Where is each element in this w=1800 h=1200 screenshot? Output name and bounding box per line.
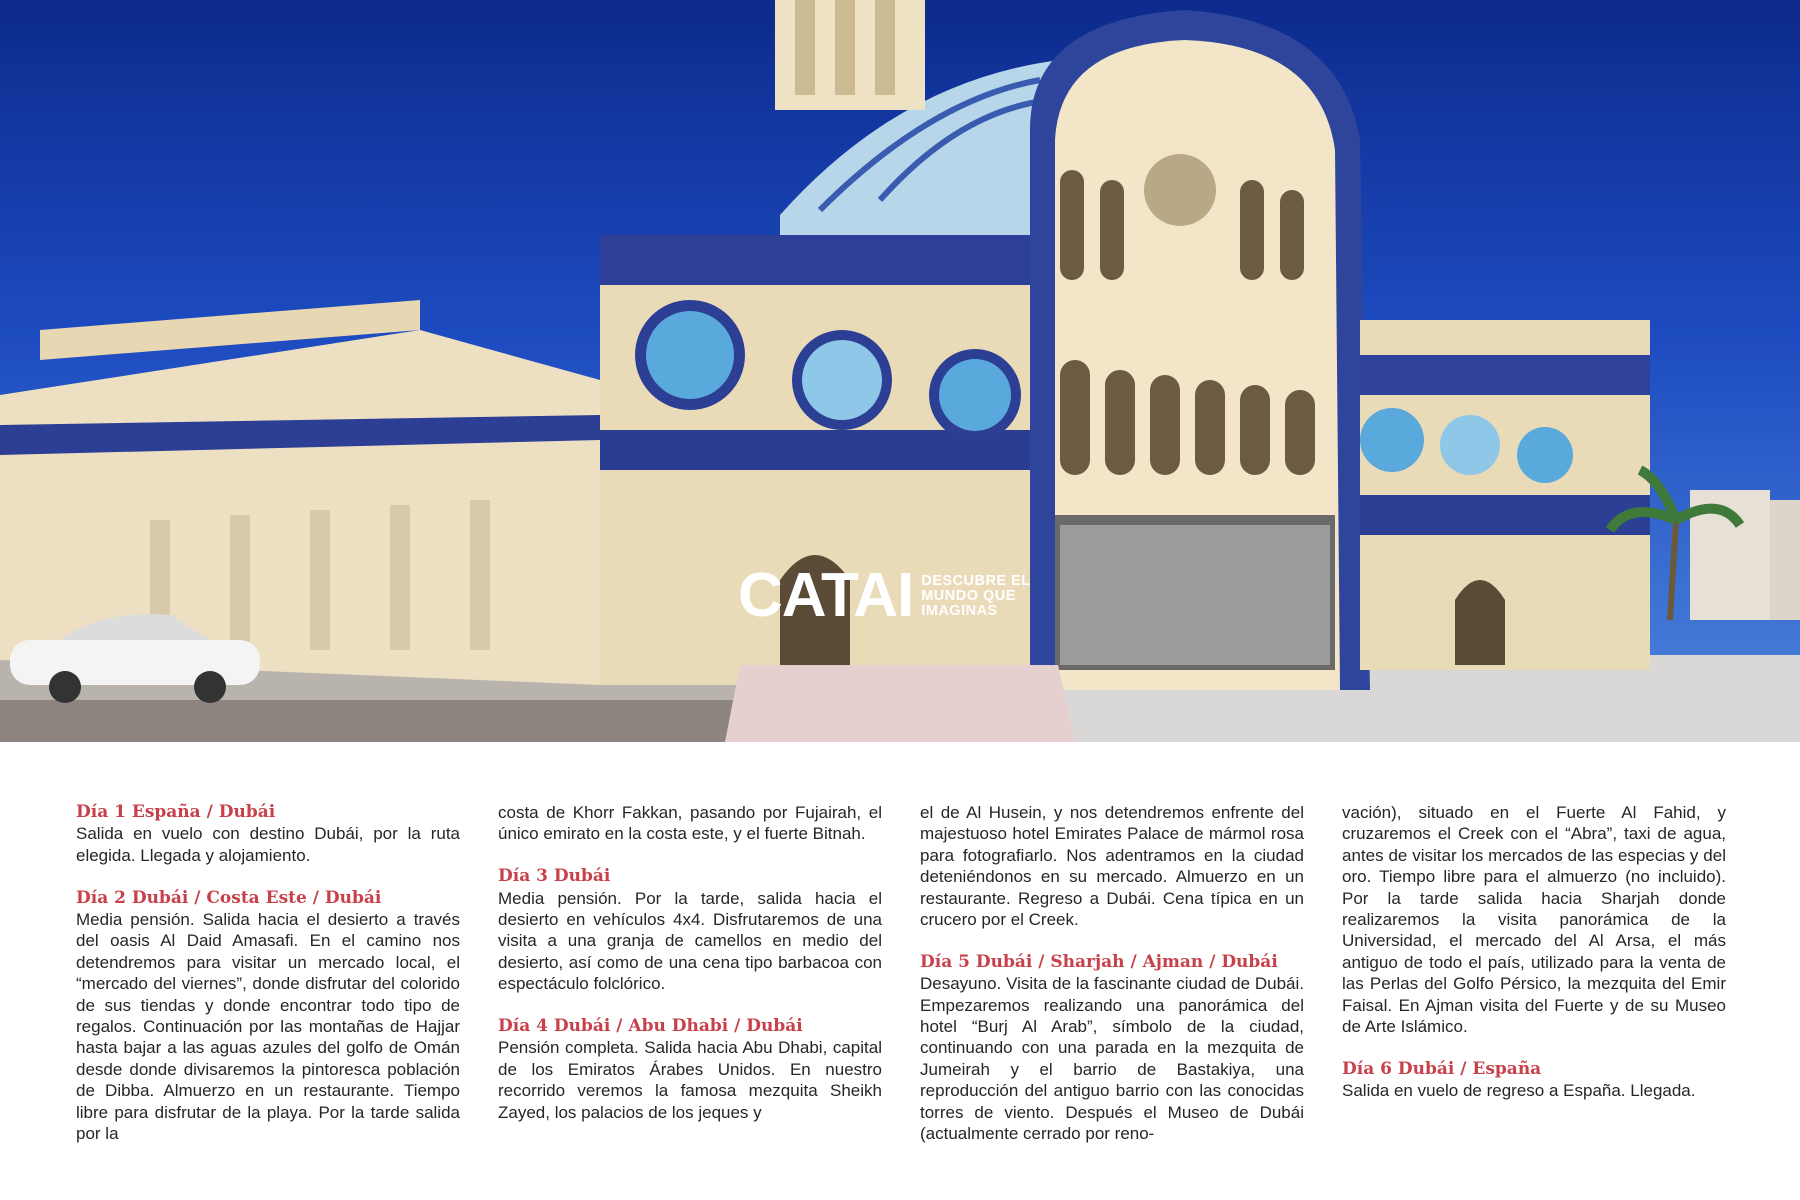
day-title: Día 5 Dubái / Sharjah / Ajman / Dubái (920, 951, 1278, 972)
day-title: Día 1 España / Dubái (76, 802, 276, 822)
day-description-continued: el de Al Husein, y nos detendremos enfrente del majestuoso hotel Emirates Palace de mármol rosa para fotografiarlo. Nos adentramos en la ciudad deteniéndonos en su mercado. Almuerzo en un restaurante. Regreso a Dubái. Cena típica en un crucero por el Creek. (920, 803, 1304, 930)
day-title: Día 6 Dubái / España (1342, 1058, 1542, 1079)
day-description: Media pensión. Salida hacia el desierto a través del oasis Al Daid Amasafi. En el camino nos detendremos para visitar un mercado local, el “mercado del viernes”, donde disfrutar del colorido de sus tiendas y donde encontrar todo tipo de regalos. Continuación por las montañas de Hajjar hasta bajar a las aguas azules del golfo de Omán desde donde divisaremos la pintoresca población de Dibba. Almuerzo en un restaurante. Tiempo libre para disfrutar de la playa. Por la tarde salida por la (76, 910, 460, 1144)
brand-tagline (921, 574, 1030, 619)
itinerary-column-4 (1342, 802, 1726, 1102)
itinerary (0, 742, 1800, 1200)
day-description-continued: vación), situado en el Fuerte Al Fahid, y cruzaremos el Creek con el “Abra”, taxi de agua, antes de visitar los mercados de las especias y del oro. Tiempo libre para el almuerzo (no incluido). Por la tarde salida hacia Sharjah donde realizaremos la visita panorámica de la Universidad, el mercado del Al Arsa, el más antiguo de todo el país, utilizado para la venta de las Perlas del Golfo Pérsico, la mezquita del Emir Faisal. En Ajman visita del Fuerte y de su Museo de Arte Islámico. (1342, 803, 1726, 1037)
day-description-continued: costa de Khorr Fakkan, pasando por Fujairah, el único emirato en la costa este, y el fuerte Bitnah. (498, 803, 882, 844)
day-description: Desayuno. Visita de la fascinante ciudad de Dubái. Empezaremos realizando una panorámica del hotel “Burj Al Arab”, símbolo de la ciudad, continuando con una parada en la mezquita de Jumeirah y el barrio de Bastakiya, una reproducción del antiguo barrio con las conocidas torres de viento. Después el Museo de Dubái (actualmente cerrado por reno- (920, 974, 1304, 1144)
itinerary-column-3 (920, 802, 1304, 1144)
brand-tagline-line: DESCUBRE EL (921, 572, 1031, 589)
pink-tab (725, 665, 1075, 742)
day-title: Día 4 Dubái / Abu Dhabi / Dubái (498, 1016, 803, 1037)
brand-tagline-line: MUNDO QUE (921, 587, 1016, 604)
brand-logo (738, 561, 1031, 630)
itinerary-column-1 (76, 802, 460, 1144)
day-description: Pensión completa. Salida hacia Abu Dhabi, capital de los Emiratos Árabes Unidos. En nuestro recorrido veremos la famosa mezquita Sheikh Zayed, los palacios de los jeques y (498, 1038, 882, 1122)
day-description: Media pensión. Por la tarde, salida hacia el desierto en vehículos 4x4. Disfrutaremos de una visita a una granja de camellos en medio del desierto, así como de una cena tipo barbacoa con espectáculo folclórico. (498, 888, 882, 994)
day-description: Salida en vuelo con destino Dubái, por la ruta elegida. Llegada y alojamiento. (76, 824, 460, 865)
day-title: Día 3 Dubái (498, 866, 611, 887)
day-description: Salida en vuelo de regreso a España. Llegada. (1342, 1081, 1696, 1101)
brand-name: CATAI (738, 561, 914, 630)
itinerary-column-2 (498, 802, 882, 1123)
day-title: Día 2 Dubái / Costa Este / Dubái (76, 887, 382, 908)
brand-tagline-line: IMAGINAS (921, 602, 998, 619)
